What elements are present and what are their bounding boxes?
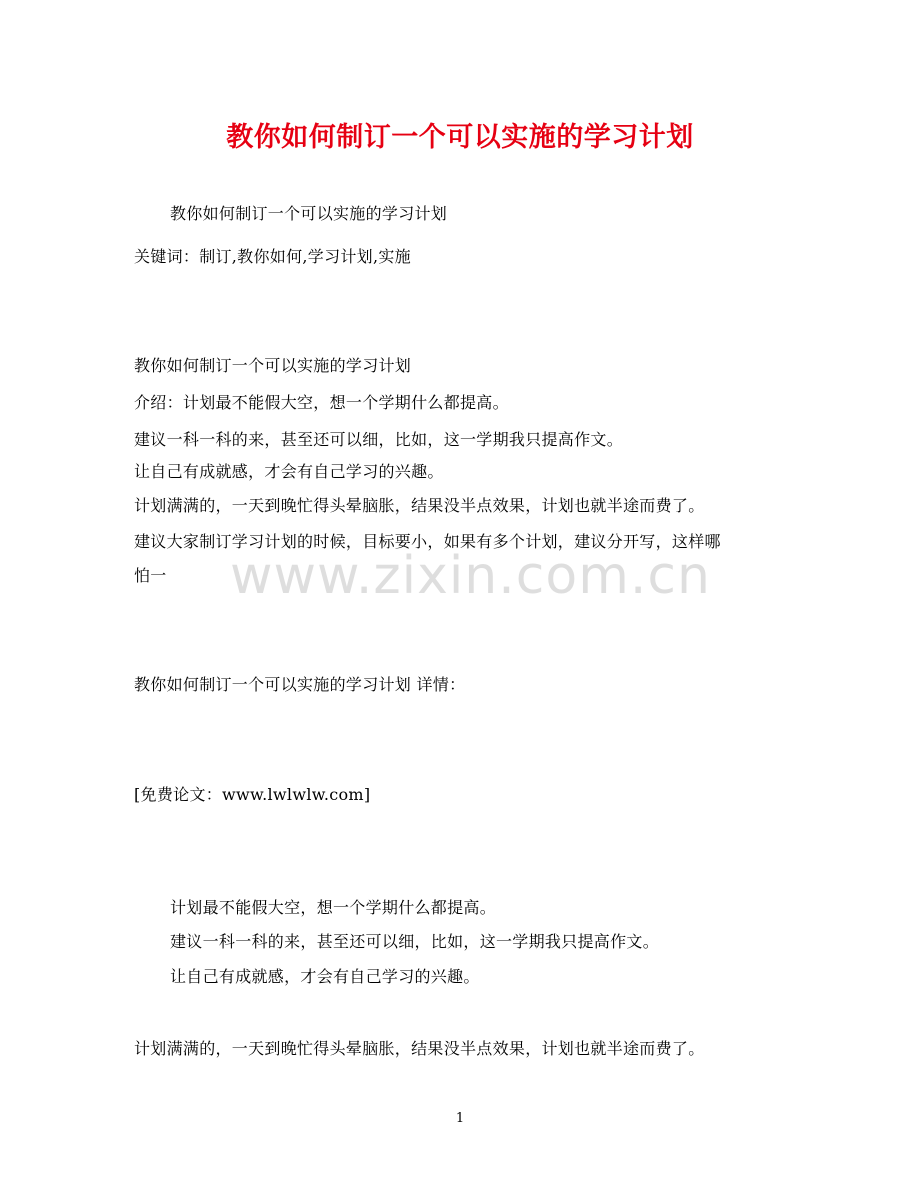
summary-line: 让自己有成就感，才会有自己学习的兴趣。 — [134, 462, 444, 481]
summary-line: 建议一科一科的来，甚至还可以细，比如，这一学期我只提高作文。 — [134, 430, 624, 449]
body-paragraph-final: 计划满满的，一天到晚忙得头晕脑胀，结果没半点效果，计划也就半途而费了。 — [134, 1039, 705, 1058]
summary-line: 怕一 — [134, 566, 167, 585]
details-heading: 教你如何制订一个可以实施的学习计划 详情： — [134, 675, 466, 694]
summary-line: 计划满满的，一天到晚忙得头晕脑胀，结果没半点效果，计划也就半途而费了。 — [134, 496, 705, 515]
body-paragraph: 让自己有成就感，才会有自己学习的兴趣。 — [170, 967, 480, 986]
document-subtitle: 教你如何制订一个可以实施的学习计划 — [170, 204, 448, 223]
keywords-line: 关键词：制订,教你如何,学习计划,实施 — [134, 247, 411, 266]
body-paragraph: 计划最不能假大空，想一个学期什么都提高。 — [170, 898, 497, 917]
document-title: 教你如何制订一个可以实施的学习计划 — [226, 122, 694, 153]
summary-heading: 教你如何制订一个可以实施的学习计划 — [134, 356, 412, 375]
body-paragraph: 建议一科一科的来，甚至还可以细，比如，这一学期我只提高作文。 — [170, 932, 660, 951]
watermark-text: www.zixin.com.cn — [230, 546, 711, 606]
page-number: 1 — [455, 1111, 465, 1126]
summary-line: 介绍：计划最不能假大空，想一个学期什么都提高。 — [134, 393, 509, 412]
summary-line: 建议大家制订学习计划的时候，目标要小，如果有多个计划，建议分开写，这样哪 — [134, 532, 721, 551]
source-note: [免费论文：www.lwlwlw.com] — [134, 785, 371, 804]
